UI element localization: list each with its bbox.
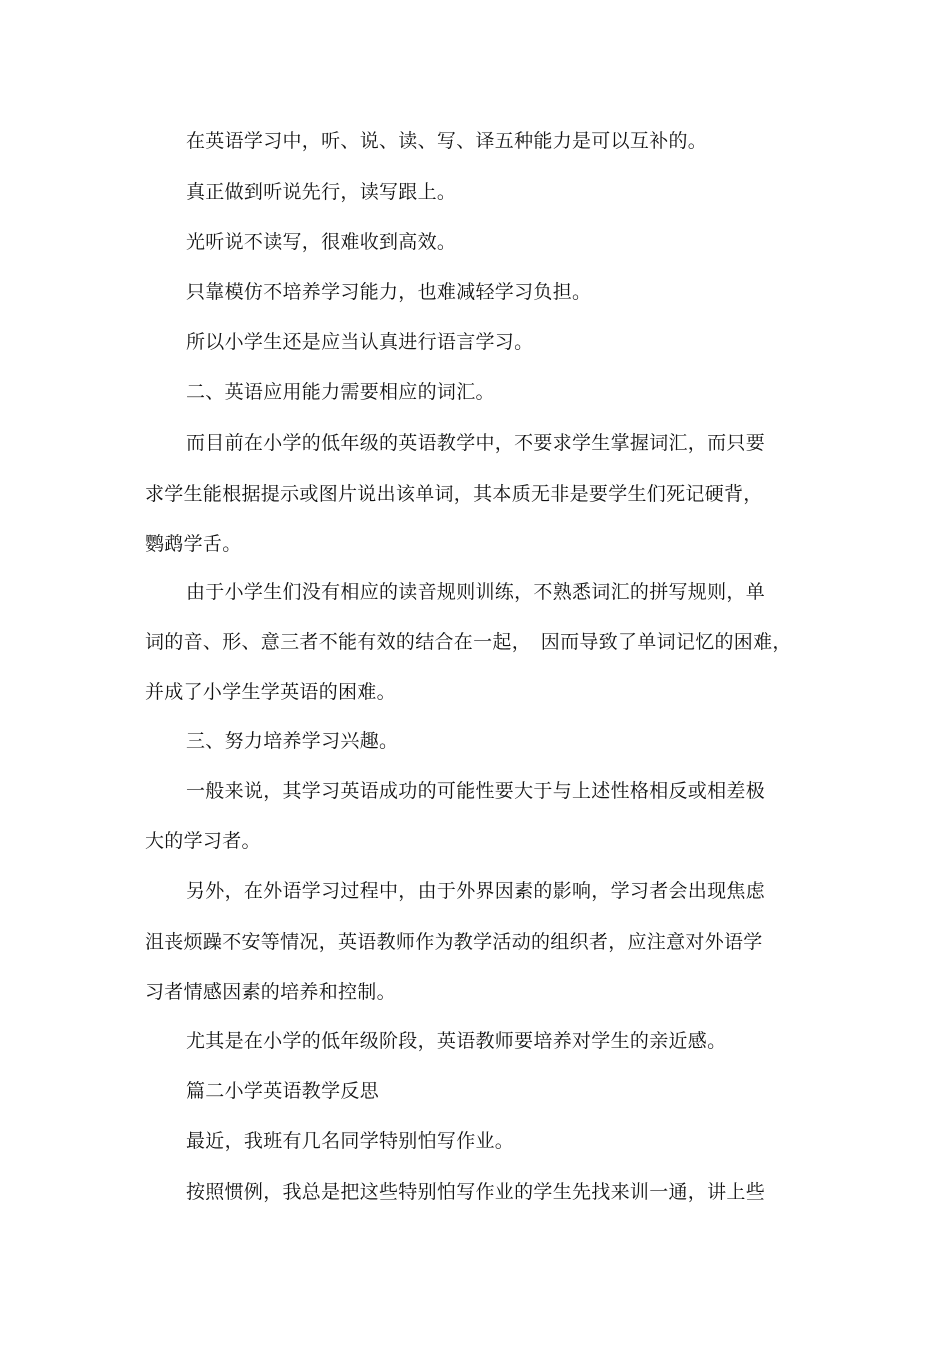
section-heading: 三、努力培养学习兴趣。 (186, 730, 399, 752)
section-heading: 二、英语应用能力需要相应的词汇。 (186, 381, 495, 403)
text-line: 在英语学习中，听、说、读、写、译五种能力是可以互补的。 (186, 130, 708, 152)
text-line: 尤其是在小学的低年级阶段，英语教师要培养对学生的亲近感。 (186, 1030, 727, 1052)
text-line: 由于小学生们没有相应的读音规则训练，不熟悉词汇的拼写规则，单 (186, 581, 766, 603)
text-line: 一般来说，其学习英语成功的可能性要大于与上述性格相反或相差极 (186, 780, 766, 802)
text-line: 所以小学生还是应当认真进行语言学习。 (186, 331, 534, 353)
text-line: 最近，我班有几名同学特别怕写作业。 (186, 1130, 515, 1152)
text-line: 沮丧烦躁不安等情况，英语教师作为教学活动的组织者，应注意对外语学 (145, 931, 763, 953)
text-line: 而目前在小学的低年级的英语教学中，不要求学生掌握词汇，而只要 (186, 432, 766, 454)
text-line: 只靠模仿不培养学习能力，也难减轻学习负担。 (186, 281, 592, 303)
text-line: 求学生能根据提示或图片说出该单词，其本质无非是要学生们死记硬背， (145, 483, 763, 505)
text-line: 大的学习者。 (145, 830, 261, 852)
text-line: 按照惯例，我总是把这些特别怕写作业的学生先找来训一通，讲上些 (186, 1181, 766, 1203)
text-line: 鹦鹉学舌。 (145, 533, 242, 555)
text-line: 另外，在外语学习过程中，由于外界因素的影响，学习者会出现焦虑 (186, 880, 766, 902)
text-line: 习者情感因素的培养和控制。 (145, 981, 396, 1003)
section-heading: 篇二小学英语教学反思 (186, 1080, 380, 1102)
text-line: 词的音、形、意三者不能有效的结合在一起， 因而导致了单词记忆的困难， (145, 631, 792, 653)
text-line: 真正做到听说先行，读写跟上。 (186, 181, 457, 203)
text-line: 光听说不读写，很难收到高效。 (186, 231, 457, 253)
text-line: 并成了小学生学英语的困难。 (145, 681, 396, 703)
